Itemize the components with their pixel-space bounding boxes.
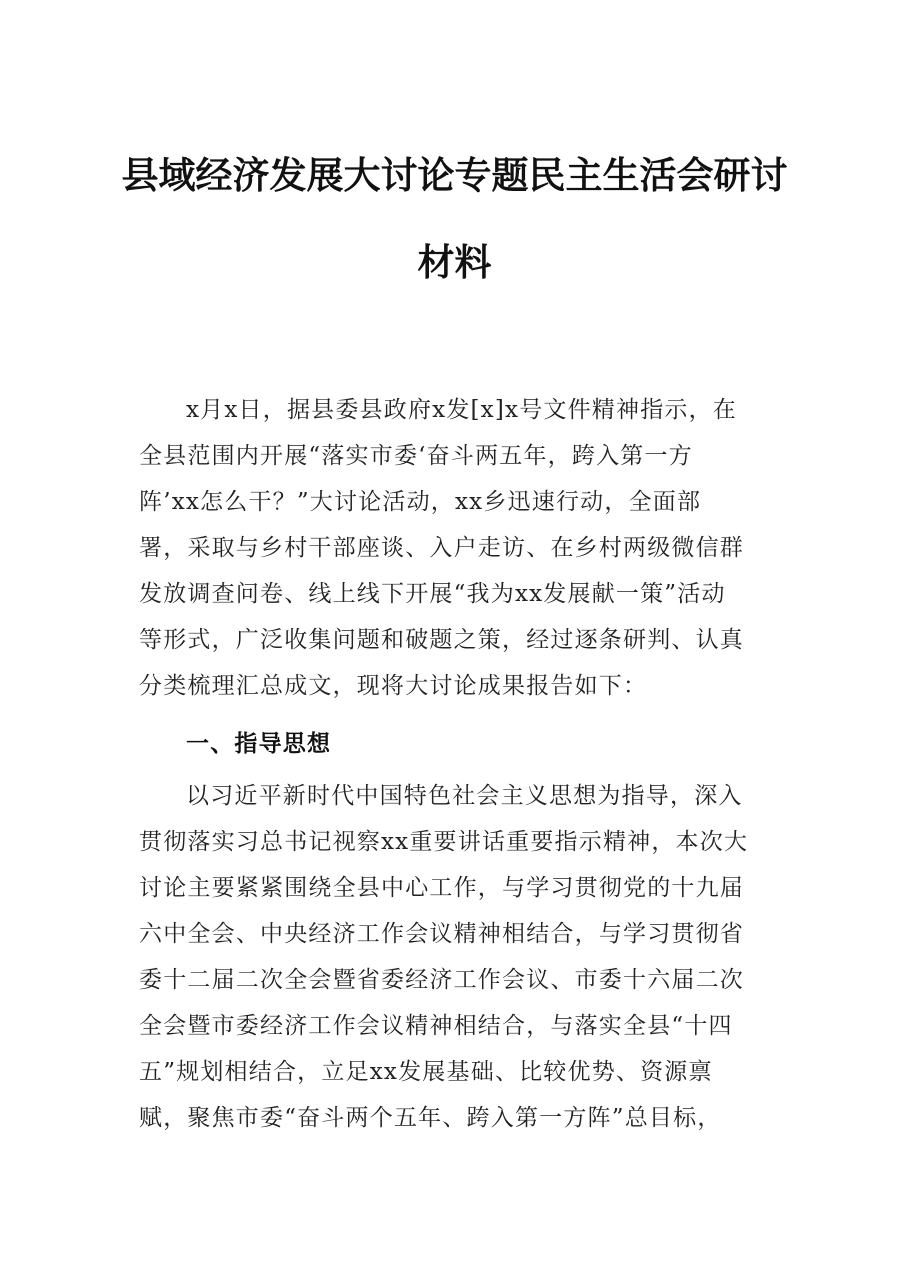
text-line: 以习近平新时代中国特色社会主义思想为指导，深入 <box>186 783 743 809</box>
text-line: 贯彻落实习总书记视察xx重要讲话重要指示精神，本次大 <box>139 829 749 855</box>
text-line: 分类梳理汇总成文，现将大讨论成果报告如下： <box>139 673 648 699</box>
text-line: 六中全会、中央经济工作会议精神相结合，与学习贯彻省 <box>139 921 744 947</box>
text-line: 赋，聚焦市委“奋斗两个五年、跨入第一方阵”总目标， <box>139 1105 722 1131</box>
text-line: 委十二届二次全会暨省委经济工作会议、市委十六届二次 <box>139 967 744 993</box>
intro-paragraph <box>139 387 759 709</box>
text-line: 阵’xx怎么干？”大讨论活动，xx乡迅速行动，全面部 <box>139 489 702 515</box>
guiding-thought-paragraph <box>139 773 759 1141</box>
text-line: 全会暨市委经济工作会议精神相结合，与落实全县“十四 <box>139 1013 733 1039</box>
text-line: x月x日，据县委县政府x发[x]x号文件精神指示，在 <box>186 397 738 423</box>
text-line: 署，采取与乡村干部座谈、入户走访、在乡村两级微信群 <box>139 535 744 561</box>
section-heading <box>139 721 759 767</box>
section-heading-text: 一、指导思想 <box>186 730 332 757</box>
text-line: 发放调查问卷、线上线下开展“我为xx发展献一策”活动 <box>139 581 726 607</box>
document-title: 县域经济发展大讨论专题民主生活会研讨 <box>121 153 788 197</box>
text-line: 全县范围内开展“落实市委‘奋斗两五年，跨入第一方 <box>139 443 693 469</box>
text-line: 五”规划相结合，立足xx发展基础、比较优势、资源禀 <box>139 1059 713 1085</box>
text-line: 等形式，广泛收集问题和破题之策，经过逐条研判、认真 <box>139 627 744 653</box>
document-title-continued: 材料 <box>417 240 492 284</box>
text-line: 讨论主要紧紧围绕全县中心工作，与学习贯彻党的十九届 <box>139 875 744 901</box>
